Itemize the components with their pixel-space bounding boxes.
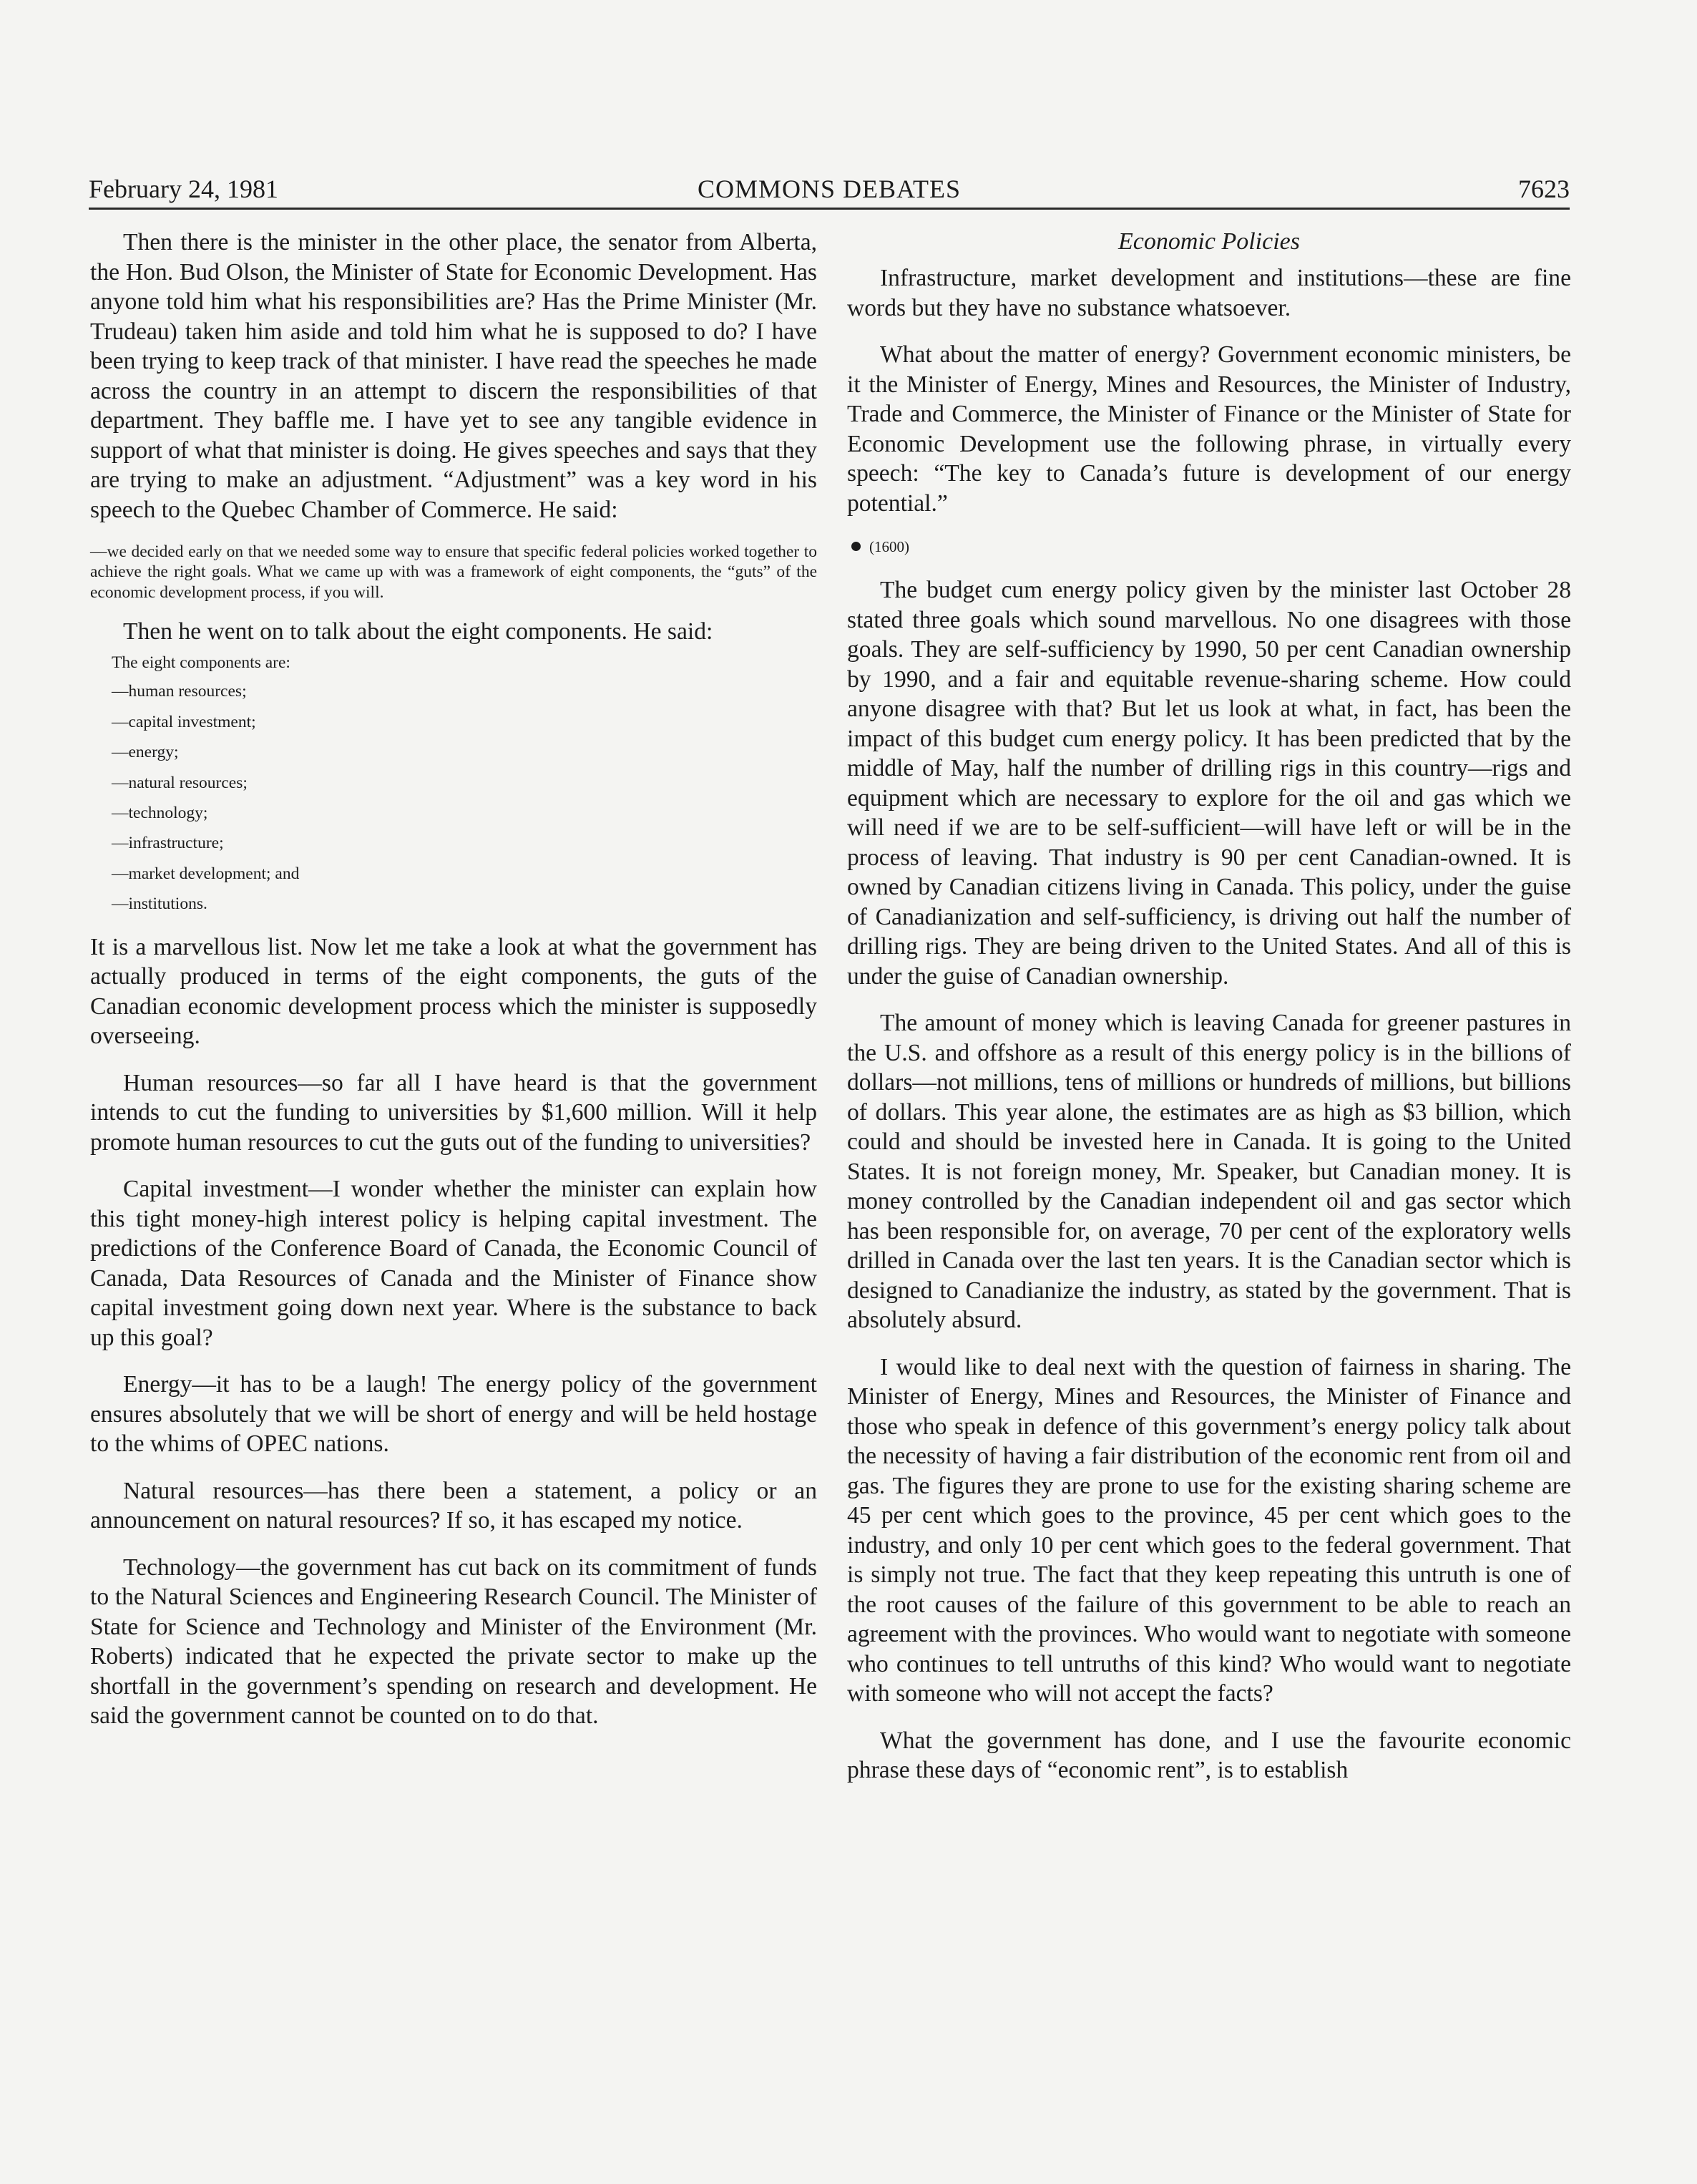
paragraph: Natural resources—has there been a statement, a policy or an announcement on natural resources? If so, it has escaped my notice. xyxy=(90,1477,817,1534)
paragraph: Then he went on to talk about the eight components. He said: xyxy=(123,618,713,645)
paragraph: Then there is the minister in the other place, the senator from Alberta, the Hon. Bud Olson, the Minister of State for Economic Development. Has anyone told him what his responsibilities are? Has the Prime Minister (Mr. Trudeau) taken him aside and told him what he is supposed to do? I have been trying to keep track of that minister. I have read the speeches he made across the country in an attempt to discern the responsibilities of that department. They baffle me. I have yet to see any tangible evidence in support of what that minister is doing. He gives speeches and says that they are trying to make an adjustment. “Adjustment” was a key word in his speech to the Quebec Chamber of Commerce. He said: xyxy=(90,229,817,523)
paragraph: Energy—it has to be a laugh! The energy policy of the government ensures absolutely that we will be short of energy and will be held hostage to the whims of OPEC nations. xyxy=(90,1371,817,1458)
header-title: COMMONS DEBATES xyxy=(697,175,962,203)
paragraph: It is a marvellous list. Now let me take a look at what the government has actually produced in terms of the eight components, the guts of the Canadian economic development process which the minister is supposedly overseeing. xyxy=(90,933,817,1050)
section-title: Economic Policies xyxy=(1118,228,1300,255)
paragraph: The amount of money which is leaving Canada for greener pastures in the U.S. and offshore as a result of this energy policy is in the billions of dollars—not millions, tens of millions or hundreds of millions, but billions of dollars. This year alone, the estimates are as high as $3 billion, which could and should be invested here in Canada. It is going to the United States. It is not foreign money, Mr. Speaker, but Canadian money. It is money controlled by the Canadian independent oil and gas sector which has been responsible for, on average, 70 per cent of the exploratory wells drilled in Canada over the last ten years. It is the Canadian sector which is designed to Canadianize the industry, as stated by the government. That is absolutely absurd. xyxy=(847,1010,1571,1334)
header-date: February 24, 1981 xyxy=(89,175,278,203)
left-column xyxy=(90,228,817,1748)
list-item: —energy; xyxy=(112,743,179,762)
list-item: —human resources; xyxy=(112,682,247,701)
paragraph: The budget cum energy policy given by the minister last October 28 stated three goals which sound marvellous. No one disagrees with those goals. They are self-sufficiency by 1990, 50 per cent Canadian ownership by 1990, and a fair and equitable revenue-sharing scheme. How could anyone disagree with that? But let us look at what, in fact, has been the impact of this budget cum energy policy. It has been predicted that by the middle of May, half the number of drilling rigs in this country—rigs and equipment which are necessary to explore for the oil and gas which we will need if we are to be self-sufficient—will have left or will be in the process of leaving. That industry is 90 per cent Canadian-owned. It is owned by Canadian citizens living in Canada. This policy, under the guise of Canadianization and self-sufficiency, is driving out half the number of drilling rigs. They are being driven to the United States. And all of this is under the guise of Canadian ownership. xyxy=(847,577,1571,990)
list-item: —technology; xyxy=(112,804,208,823)
list-item: —market development; and xyxy=(112,864,300,883)
right-column xyxy=(847,228,1571,1803)
paragraph: Infrastructure, market development and institutions—these are fine words but they have no substance whatsoever. xyxy=(847,265,1571,321)
header-page-number: 7623 xyxy=(1518,175,1570,203)
list-item: —natural resources; xyxy=(112,773,248,792)
list-item: —capital investment; xyxy=(112,712,256,731)
list-item: —institutions. xyxy=(112,894,207,914)
paragraph: Capital investment—I wonder whether the minister can explain how this tight money-high interest policy is helping capital investment. The predictions of the Conference Board of Canada, the Economic Council of Canada, Data Resources of Canada and the Minister of Finance show capital investment going down next year. Where is the substance to back up this goal? xyxy=(90,1176,817,1351)
components-list xyxy=(90,649,817,919)
block-quote: —we decided early on that we needed some way to ensure that specific federal policies worked together to achieve the right goals. What we came up with was a framework of eight components, the “guts” of the economic development process, if you will. xyxy=(90,542,817,602)
time-marker xyxy=(847,535,1571,557)
paragraph: Human resources—so far all I have heard is that the government intends to cut the funding to universities by $1,600 million. Will it help promote human resources to cut the guts out of the funding to universities? xyxy=(90,1069,817,1156)
paragraph: Technology—the government has cut back on its commitment of funds to the Natural Sciences and Engineering Research Council. The Minister of State for Science and Technology and Minister of the Environment (Mr. Roberts) indicated that he expected the private sector to make up the shortfall in the government’s spending on research and development. He said the government cannot be counted on to do that. xyxy=(90,1554,817,1730)
list-item: —infrastructure; xyxy=(112,834,224,853)
paragraph: I would like to deal next with the question of fairness in sharing. The Minister of Energy, Mines and Resources, the Minister of Finance and those who speak in defence of this government’s energy policy talk about the necessity of having a fair distribution of the economic rent from oil and gas. The figures they are prone to use for the existing sharing scheme are 45 per cent which goes to the province, 45 per cent which goes to the industry, and only 10 per cent which goes to the federal government. That is simply not true. The fact that they keep repeating this untruth is one of the root causes of the failure of this government to be able to reach an agreement with the provinces. Who would want to negotiate with someone who continues to tell untruths of this kind? Who would want to negotiate with someone who will not accept the facts? xyxy=(847,1353,1571,1707)
bullet-icon xyxy=(851,542,861,551)
list-item: The eight components are: xyxy=(112,653,290,673)
paragraph: What the government has done, and I use the favourite economic phrase these days of “economic rent”, is to establish xyxy=(847,1727,1571,1784)
page-header xyxy=(89,172,1570,210)
time-marker-label: (1600) xyxy=(869,538,909,556)
paragraph: What about the matter of energy? Government economic ministers, be it the Minister of Energy, Mines and Resources, the Minister of Industry, Trade and Commerce, the Minister of Finance or the Minister of State for Economic Development use the following phrase, in virtually every speech: “The key to Canada’s future is development of our energy potential.” xyxy=(847,341,1571,517)
